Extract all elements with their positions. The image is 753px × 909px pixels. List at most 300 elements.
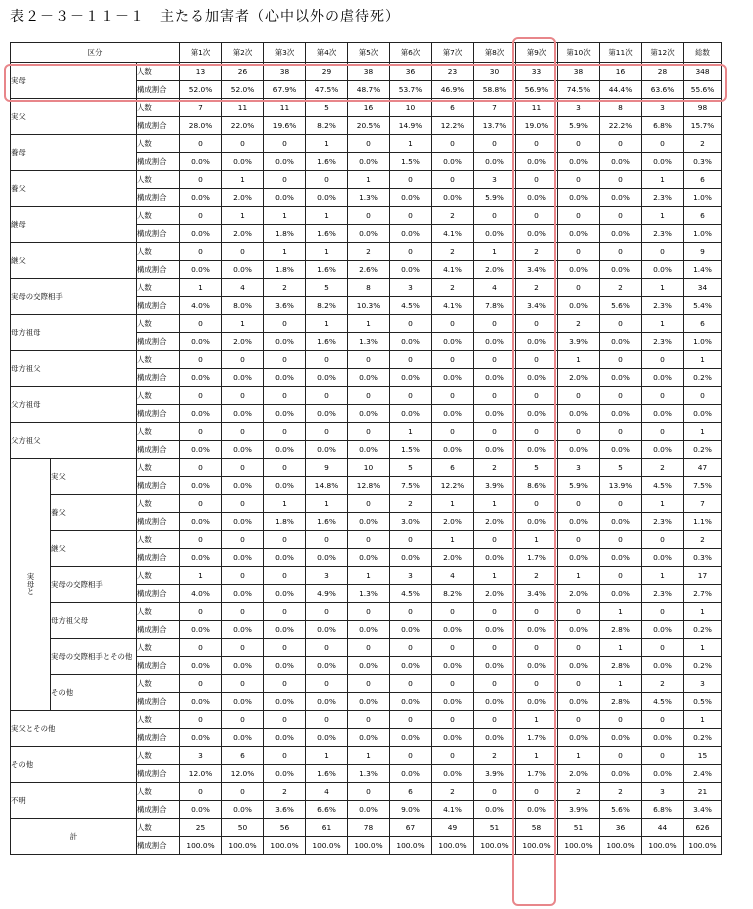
count-cell: 5 [306, 279, 348, 297]
ratio-cell: 100.0% [348, 837, 390, 855]
ratio-label: 構成割合 [137, 261, 180, 279]
count-label: 人数 [137, 459, 180, 477]
ratio-cell: 0.0% [516, 801, 558, 819]
ratio-cell: 1.5% [390, 153, 432, 171]
count-cell: 33 [516, 63, 558, 81]
ratio-cell: 0.0% [180, 441, 222, 459]
count-cell: 61 [306, 819, 348, 837]
ratio-cell: 0.0% [264, 405, 306, 423]
ratio-cell: 0.0% [516, 693, 558, 711]
ratio-cell: 2.0% [474, 513, 516, 531]
ratio-cell: 0.0% [180, 405, 222, 423]
table-title: 表２－３－１１－１ 主たる加害者（心中以外の虐待死） [10, 9, 400, 25]
count-cell: 0 [222, 243, 264, 261]
count-cell: 1 [348, 315, 390, 333]
ratio-label: 構成割合 [137, 189, 180, 207]
count-cell: 3 [390, 279, 432, 297]
period-header: 第2次 [222, 43, 264, 63]
ratio-cell: 55.6% [684, 81, 722, 99]
count-cell: 38 [348, 63, 390, 81]
ratio-cell: 0.0% [348, 729, 390, 747]
count-cell: 1 [684, 423, 722, 441]
ratio-cell: 0.0% [222, 585, 264, 603]
count-cell: 8 [348, 279, 390, 297]
ratio-cell: 0.0% [474, 153, 516, 171]
ratio-cell: 0.0% [432, 153, 474, 171]
ratio-cell: 3.4% [516, 261, 558, 279]
count-cell: 2 [684, 531, 722, 549]
ratio-cell: 0.0% [642, 621, 684, 639]
category-label: 母方祖母 [11, 315, 137, 351]
ratio-cell: 4.5% [642, 477, 684, 495]
ratio-cell: 0.3% [684, 549, 722, 567]
category-label: 不明 [11, 783, 137, 819]
count-cell: 10 [390, 99, 432, 117]
ratio-cell: 3.6% [264, 297, 306, 315]
ratio-cell: 0.0% [306, 441, 348, 459]
count-cell: 0 [474, 135, 516, 153]
ratio-cell: 5.9% [558, 117, 600, 135]
count-cell: 0 [390, 531, 432, 549]
count-cell: 0 [264, 423, 306, 441]
count-cell: 9 [684, 243, 722, 261]
count-cell: 1 [642, 315, 684, 333]
count-cell: 0 [264, 351, 306, 369]
ratio-label: 構成割合 [137, 657, 180, 675]
ratio-cell: 0.0% [348, 369, 390, 387]
ratio-cell: 4.0% [180, 297, 222, 315]
ratio-cell: 0.0% [432, 693, 474, 711]
ratio-cell: 19.6% [264, 117, 306, 135]
ratio-cell: 15.7% [684, 117, 722, 135]
ratio-cell: 4.9% [306, 585, 348, 603]
count-cell: 0 [180, 531, 222, 549]
count-cell: 0 [264, 315, 306, 333]
count-label: 人数 [137, 675, 180, 693]
ratio-cell: 0.0% [180, 333, 222, 351]
ratio-cell: 0.0% [348, 801, 390, 819]
ratio-cell: 0.0% [264, 333, 306, 351]
count-cell: 3 [642, 783, 684, 801]
ratio-cell: 0.0% [474, 369, 516, 387]
abuser-table [10, 42, 722, 855]
ratio-cell: 0.0% [516, 225, 558, 243]
ratio-label: 構成割合 [137, 693, 180, 711]
count-cell: 0 [600, 351, 642, 369]
period-header: 第1次 [180, 43, 222, 63]
ratio-cell: 0.0% [432, 333, 474, 351]
ratio-cell: 12.0% [180, 765, 222, 783]
ratio-label: 構成割合 [137, 801, 180, 819]
ratio-cell: 0.0% [474, 693, 516, 711]
ratio-cell: 0.5% [684, 693, 722, 711]
count-cell: 0 [642, 531, 684, 549]
ratio-cell: 3.0% [390, 513, 432, 531]
ratio-cell: 0.0% [474, 729, 516, 747]
ratio-cell: 0.0% [348, 657, 390, 675]
count-cell: 0 [600, 711, 642, 729]
count-cell: 1 [306, 495, 348, 513]
count-cell: 21 [684, 783, 722, 801]
ratio-cell: 2.3% [642, 333, 684, 351]
count-cell: 0 [180, 423, 222, 441]
ratio-cell: 100.0% [180, 837, 222, 855]
kubun-header: 区分 [11, 43, 180, 63]
count-cell: 0 [558, 243, 600, 261]
ratio-cell: 1.6% [306, 765, 348, 783]
ratio-cell: 5.4% [684, 297, 722, 315]
ratio-cell: 0.0% [474, 549, 516, 567]
count-cell: 626 [684, 819, 722, 837]
count-cell: 0 [348, 207, 390, 225]
count-cell: 98 [684, 99, 722, 117]
ratio-cell: 0.0% [180, 729, 222, 747]
count-cell: 0 [180, 783, 222, 801]
period-header: 第8次 [474, 43, 516, 63]
count-cell: 0 [264, 567, 306, 585]
ratio-cell: 4.5% [642, 693, 684, 711]
category-label: 養母 [11, 135, 137, 171]
ratio-cell: 0.0% [558, 153, 600, 171]
count-cell: 1 [474, 243, 516, 261]
count-label: 人数 [137, 423, 180, 441]
ratio-cell: 0.0% [432, 657, 474, 675]
count-cell: 4 [432, 567, 474, 585]
ratio-cell: 1.7% [516, 729, 558, 747]
count-row [11, 567, 722, 585]
count-row [11, 711, 722, 729]
count-cell: 0 [306, 531, 348, 549]
ratio-cell: 3.4% [516, 297, 558, 315]
count-cell: 0 [558, 279, 600, 297]
ratio-label: 構成割合 [137, 369, 180, 387]
count-cell: 0 [516, 675, 558, 693]
ratio-cell: 0.0% [516, 153, 558, 171]
count-cell: 1 [180, 567, 222, 585]
ratio-cell: 13.7% [474, 117, 516, 135]
ratio-cell: 0.0% [558, 693, 600, 711]
count-label: 人数 [137, 171, 180, 189]
ratio-cell: 1.0% [684, 333, 722, 351]
ratio-cell: 0.0% [390, 549, 432, 567]
count-cell: 16 [348, 99, 390, 117]
ratio-cell: 8.6% [516, 477, 558, 495]
ratio-cell: 0.0% [180, 801, 222, 819]
count-cell: 23 [432, 63, 474, 81]
ratio-cell: 4.1% [432, 297, 474, 315]
count-cell: 0 [600, 747, 642, 765]
ratio-cell: 0.0% [264, 693, 306, 711]
ratio-cell: 0.0% [222, 369, 264, 387]
ratio-cell: 0.0% [180, 189, 222, 207]
count-cell: 0 [180, 711, 222, 729]
ratio-cell: 0.0% [432, 369, 474, 387]
count-cell: 0 [474, 675, 516, 693]
total-header: 総数 [684, 43, 722, 63]
count-cell: 7 [684, 495, 722, 513]
ratio-cell: 0.0% [306, 549, 348, 567]
count-cell: 0 [306, 711, 348, 729]
count-cell: 2 [390, 495, 432, 513]
ratio-cell: 0.0% [264, 549, 306, 567]
ratio-cell: 2.0% [474, 585, 516, 603]
ratio-cell: 0.0% [180, 513, 222, 531]
ratio-cell: 0.0% [264, 765, 306, 783]
ratio-cell: 14.9% [390, 117, 432, 135]
count-row [11, 135, 722, 153]
count-row [11, 639, 722, 657]
ratio-cell: 0.0% [264, 477, 306, 495]
ratio-cell: 0.0% [348, 549, 390, 567]
category-label: 実母の交際相手 [11, 279, 137, 315]
count-cell: 6 [390, 783, 432, 801]
count-cell: 0 [600, 315, 642, 333]
count-cell: 0 [600, 495, 642, 513]
ratio-cell: 0.0% [390, 693, 432, 711]
ratio-cell: 12.8% [348, 477, 390, 495]
count-cell: 0 [180, 639, 222, 657]
count-cell: 1 [390, 423, 432, 441]
ratio-cell: 1.7% [516, 765, 558, 783]
count-cell: 0 [306, 171, 348, 189]
category-label: 実母 [11, 63, 137, 99]
count-row [11, 279, 722, 297]
ratio-cell: 8.0% [222, 297, 264, 315]
category-label: 継母 [11, 207, 137, 243]
count-cell: 1 [600, 639, 642, 657]
subcategory-label: その他 [51, 675, 137, 711]
count-cell: 6 [432, 99, 474, 117]
count-cell: 1 [390, 135, 432, 153]
count-cell: 30 [474, 63, 516, 81]
count-cell: 0 [222, 567, 264, 585]
count-cell: 0 [600, 243, 642, 261]
count-cell: 0 [306, 639, 348, 657]
count-cell: 0 [474, 603, 516, 621]
count-cell: 0 [474, 351, 516, 369]
ratio-cell: 0.0% [558, 189, 600, 207]
count-cell: 5 [516, 459, 558, 477]
count-cell: 0 [642, 351, 684, 369]
ratio-cell: 4.1% [432, 225, 474, 243]
ratio-cell: 0.0% [348, 405, 390, 423]
count-cell: 0 [180, 603, 222, 621]
count-cell: 9 [306, 459, 348, 477]
ratio-cell: 2.0% [222, 225, 264, 243]
count-cell: 11 [516, 99, 558, 117]
count-cell: 0 [180, 387, 222, 405]
count-cell: 0 [222, 603, 264, 621]
count-cell: 8 [600, 99, 642, 117]
ratio-cell: 7.8% [474, 297, 516, 315]
ratio-cell: 0.0% [516, 405, 558, 423]
period-header: 第11次 [600, 43, 642, 63]
count-cell: 1 [306, 747, 348, 765]
ratio-label: 構成割合 [137, 621, 180, 639]
count-cell: 0 [264, 387, 306, 405]
count-cell: 7 [474, 99, 516, 117]
count-cell: 10 [348, 459, 390, 477]
count-cell: 1 [684, 711, 722, 729]
count-cell: 1 [642, 171, 684, 189]
ratio-cell: 2.3% [642, 297, 684, 315]
count-cell: 0 [432, 747, 474, 765]
ratio-cell: 5.9% [558, 477, 600, 495]
count-cell: 1 [264, 495, 306, 513]
count-row [11, 387, 722, 405]
count-cell: 2 [432, 783, 474, 801]
count-cell: 0 [222, 387, 264, 405]
ratio-cell: 1.6% [306, 261, 348, 279]
count-cell: 0 [600, 531, 642, 549]
count-cell: 0 [264, 459, 306, 477]
ratio-cell: 3.9% [558, 333, 600, 351]
count-label: 人数 [137, 63, 180, 81]
period-header: 第7次 [432, 43, 474, 63]
count-label: 人数 [137, 495, 180, 513]
count-cell: 0 [264, 675, 306, 693]
ratio-cell: 47.5% [306, 81, 348, 99]
ratio-cell: 100.0% [600, 837, 642, 855]
count-cell: 0 [180, 243, 222, 261]
count-cell: 0 [558, 171, 600, 189]
count-cell: 0 [474, 531, 516, 549]
ratio-cell: 22.0% [222, 117, 264, 135]
count-cell: 0 [642, 243, 684, 261]
ratio-cell: 0.0% [474, 333, 516, 351]
ratio-cell: 100.0% [306, 837, 348, 855]
count-row [11, 423, 722, 441]
count-cell: 0 [264, 639, 306, 657]
count-cell: 0 [348, 423, 390, 441]
ratio-cell: 1.3% [348, 585, 390, 603]
ratio-cell: 0.0% [558, 621, 600, 639]
count-cell: 2 [684, 135, 722, 153]
count-cell: 2 [642, 459, 684, 477]
count-cell: 0 [390, 639, 432, 657]
ratio-cell: 0.0% [642, 729, 684, 747]
count-label: 人数 [137, 747, 180, 765]
count-cell: 1 [516, 531, 558, 549]
ratio-cell: 9.0% [390, 801, 432, 819]
ratio-cell: 100.0% [516, 837, 558, 855]
count-cell: 2 [600, 783, 642, 801]
count-cell: 1 [642, 279, 684, 297]
ratio-cell: 0.2% [684, 729, 722, 747]
count-cell: 0 [348, 783, 390, 801]
count-cell: 0 [222, 675, 264, 693]
count-cell: 0 [348, 351, 390, 369]
ratio-cell: 13.9% [600, 477, 642, 495]
count-cell: 0 [516, 171, 558, 189]
ratio-cell: 52.0% [222, 81, 264, 99]
count-cell: 0 [432, 351, 474, 369]
ratio-cell: 0.0% [180, 261, 222, 279]
ratio-label: 構成割合 [137, 117, 180, 135]
ratio-cell: 0.0% [642, 441, 684, 459]
ratio-cell: 0.0% [516, 657, 558, 675]
count-cell: 1 [222, 207, 264, 225]
count-cell: 1 [180, 279, 222, 297]
ratio-cell: 0.0% [474, 621, 516, 639]
subcategory-label: 養父 [51, 495, 137, 531]
count-cell: 0 [222, 423, 264, 441]
count-label: 人数 [137, 819, 180, 837]
ratio-cell: 100.0% [474, 837, 516, 855]
ratio-label: 構成割合 [137, 405, 180, 423]
ratio-cell: 58.8% [474, 81, 516, 99]
ratio-cell: 5.9% [474, 189, 516, 207]
ratio-cell: 8.2% [432, 585, 474, 603]
ratio-label: 構成割合 [137, 513, 180, 531]
count-cell: 34 [684, 279, 722, 297]
ratio-cell: 1.3% [348, 765, 390, 783]
count-cell: 0 [600, 567, 642, 585]
count-cell: 0 [222, 459, 264, 477]
ratio-cell: 3.4% [684, 801, 722, 819]
count-cell: 2 [264, 783, 306, 801]
ratio-cell: 0.0% [600, 585, 642, 603]
count-cell: 1 [306, 207, 348, 225]
ratio-cell: 0.0% [180, 621, 222, 639]
ratio-cell: 4.5% [390, 297, 432, 315]
ratio-cell: 6.8% [642, 801, 684, 819]
ratio-cell: 0.0% [600, 441, 642, 459]
count-cell: 0 [432, 603, 474, 621]
ratio-cell: 0.2% [684, 621, 722, 639]
count-cell: 50 [222, 819, 264, 837]
ratio-cell: 4.1% [432, 801, 474, 819]
ratio-cell: 0.0% [306, 621, 348, 639]
count-cell: 0 [474, 315, 516, 333]
ratio-label: 構成割合 [137, 297, 180, 315]
ratio-cell: 0.0% [390, 225, 432, 243]
ratio-cell: 0.0% [306, 369, 348, 387]
count-cell: 1 [516, 747, 558, 765]
count-cell: 0 [474, 639, 516, 657]
ratio-cell: 8.2% [306, 117, 348, 135]
ratio-cell: 1.6% [306, 513, 348, 531]
count-cell: 4 [474, 279, 516, 297]
count-cell: 2 [558, 315, 600, 333]
count-cell: 5 [390, 459, 432, 477]
ratio-cell: 0.0% [474, 801, 516, 819]
count-cell: 1 [264, 243, 306, 261]
ratio-label: 構成割合 [137, 585, 180, 603]
ratio-cell: 0.0% [264, 369, 306, 387]
count-cell: 0 [390, 711, 432, 729]
count-cell: 0 [306, 675, 348, 693]
ratio-cell: 0.0% [432, 441, 474, 459]
count-cell: 1 [222, 171, 264, 189]
count-row [11, 243, 722, 261]
subcategory-label: 継父 [51, 531, 137, 567]
ratio-cell: 8.2% [306, 297, 348, 315]
count-cell: 0 [348, 135, 390, 153]
count-cell: 0 [306, 387, 348, 405]
ratio-cell: 1.8% [264, 261, 306, 279]
ratio-cell: 0.2% [684, 657, 722, 675]
count-cell: 0 [222, 351, 264, 369]
ratio-cell: 7.5% [390, 477, 432, 495]
ratio-cell: 0.0% [642, 261, 684, 279]
count-cell: 0 [516, 135, 558, 153]
ratio-cell: 0.0% [600, 513, 642, 531]
ratio-cell: 0.0% [306, 405, 348, 423]
category-label: 父方祖母 [11, 387, 137, 423]
count-cell: 0 [558, 495, 600, 513]
ratio-cell: 100.0% [432, 837, 474, 855]
